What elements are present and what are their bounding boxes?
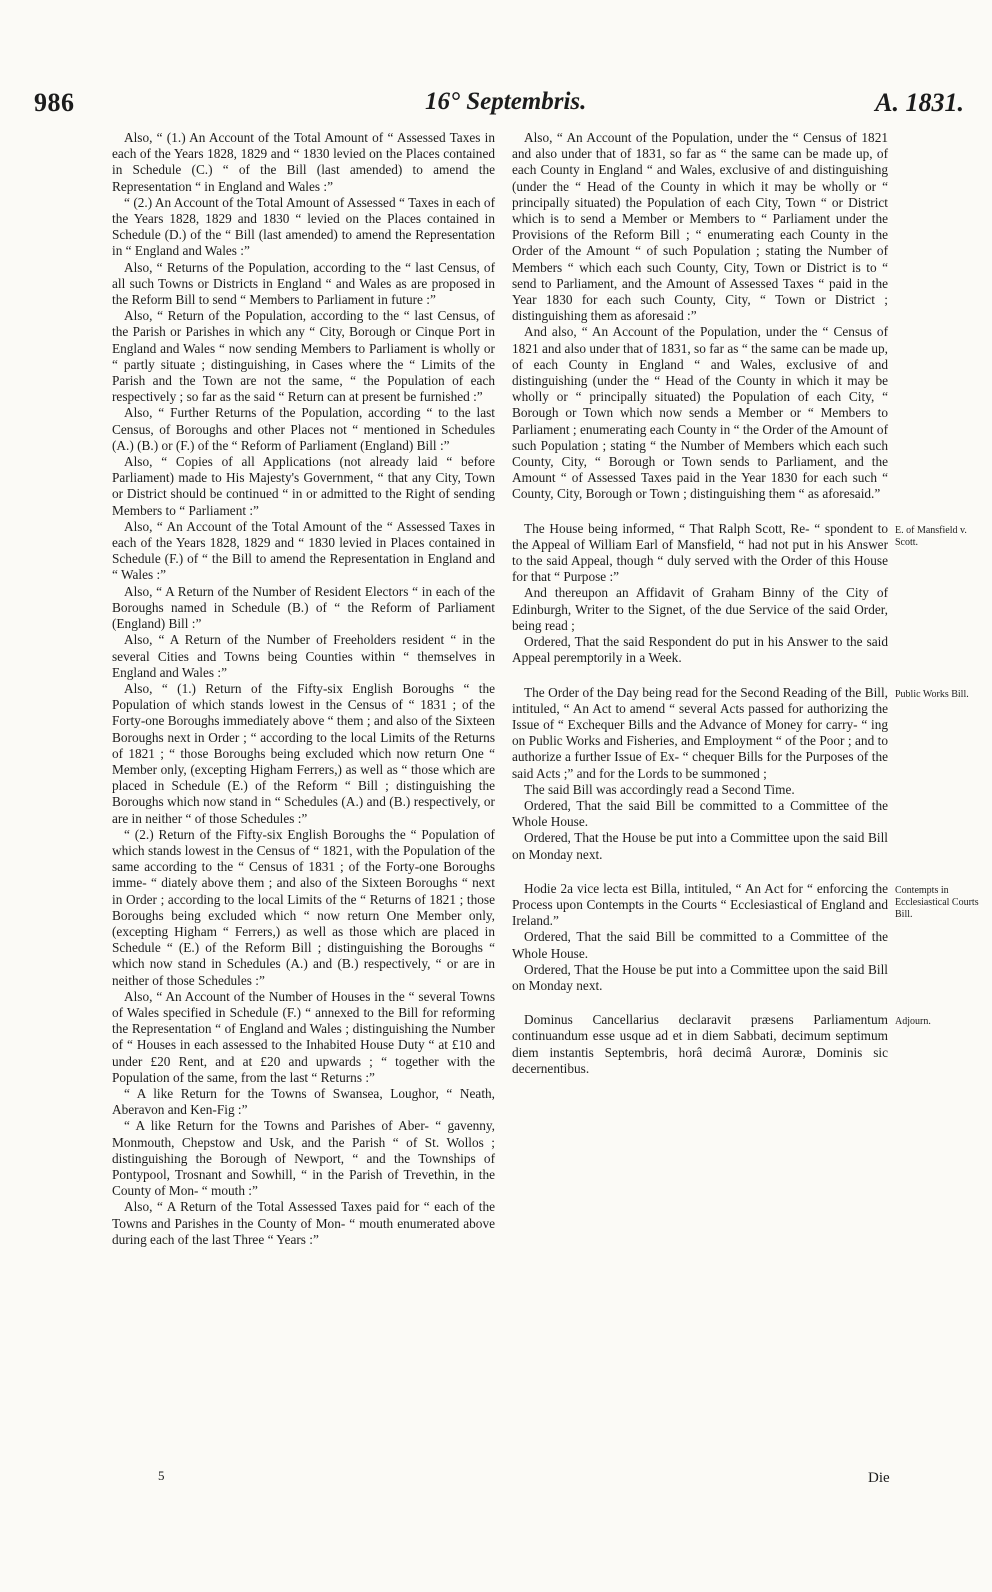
margin-note-contempts: Contempts in Ecclesiastical Courts Bill. — [895, 885, 979, 920]
page-year: A. 1831. — [875, 88, 964, 117]
paragraph: “ A like Return for the Towns of Swansea, Loughor, “ Neath, Aberavon and Ken-Fig :” — [112, 1085, 495, 1118]
paragraph: Also, “ Return of the Population, according to the “ last Census, of the Parish or Parishes in which any “ City, Borough or Cinque Port in England and Wales “ now sending Members to Parliament is wholly or “ partly situate ; distinguishing, in Cases where the “ Limits of the Parish and the Town are not the same, “ the Population of each respectively ; so far as the said “ Return can at present be furnished :” — [112, 308, 495, 405]
catchword: Die — [868, 1470, 890, 1486]
public-works-entry: The Order of the Day being read for the Second Reading of the Bill, intituled, “ An Act to amend “ several Acts passed for authorizing the Issue of “ Exchequer Bills and the Advance of Money for carry- “ ing on Public Works and Fisheries, and Employment “ of the Poor ; and to authorize a further Issue of Ex- “ chequer Bills for the Purposes of the said Acts ;” and for the Lords to be summoned ; — [512, 684, 888, 781]
paragraph: And thereupon an Affidavit of Graham Binny of the City of Edinburgh, Writer to the Signet, of the due Service of the said Order, being read ; — [512, 585, 888, 633]
paragraph: Also, “ An Account of the Total Amount of the “ Assessed Taxes in each of the Years 1828, 1829 and “ 1830 levied in Places contained in Schedule (F.) of “ the Bill to amend the Representation in England and “ Wales :” — [112, 518, 495, 583]
paragraph: Also, “ Copies of all Applications (not already laid “ before Parliament) made to His Majesty's Government, “ that any City, Town or District should be continued “ in or admitted to the Right of sending Members to “ Parliament :” — [112, 454, 495, 518]
margin-note-adjourn: Adjourn. — [895, 1016, 931, 1027]
adjournment-entry: Dominus Cancellarius declaravit præsens Parliamentum continuandum esse usque ad et in diem Sabbati, decimum septimum diem instantis Septembris, horâ decimâ Auroræ, Dominis sic decernentibus. — [512, 1012, 888, 1076]
contempts-entry: Hodie 2a vice lecta est Billa, intituled, “ An Act for “ enforcing the Process upon Contempts in the Courts “ Ecclesiastical of England and Ireland.” — [512, 880, 888, 929]
left-column — [112, 130, 495, 1248]
paragraph: The said Bill was accordingly read a Second Time. — [524, 781, 795, 797]
paragraph: Also, “ A Return of the Total Assessed Taxes paid for “ each of the Towns and Parishes in the County of Mon- “ mouth enumerated above during each of the last Three “ Years :” — [112, 1199, 495, 1247]
margin-note-mansfield: E. of Mansfield v. Scott. — [895, 525, 967, 548]
paragraph: Ordered, That the House be put into a Committee upon the said Bill on Monday next. — [512, 961, 888, 993]
paragraph: Also, “ (1.) Return of the Fifty-six English Boroughs “ the Population of which stands lowest in the Census of “ 1831 ; of the Forty-one Boroughs immediately above “ them ; and also of the Sixteen Boroughs next in Order ; “ according to the local Limits of the Returns of 1821 ; “ those Boroughs being excluded which now return One “ Member only, (excepting Higham Ferrers,) as well as “ those which are placed in Schedule (E.) of the Reform “ Bill ; distinguishing the Boroughs which now stand in “ Schedules (A.) and (B.) respectively, or are in neither “ of those Schedules :” — [112, 680, 495, 826]
paragraph: Ordered, That the said Bill be committed to a Committee of the Whole House. — [512, 797, 888, 830]
paragraph: And also, “ An Account of the Population, under the “ Census of 1821 and also under that of 1831, so far as “ the same can be made up, of each County in England “ and Wales, exclusive of and distinguishing (under the “ Head of the County in which it may be wholly or “ principally situated) the Population of each City, “ Borough or Town which now sends a Member or “ Members to Parliament ; enumerating each County in “ the Order of the Amount of such Population ; stating “ the Number of Members which each such County, City, “ Borough or Town sends to Parliament, and the Amount “ of Assessed Taxes paid in the Year 1830 for each such “ County, City, Borough or Town ; distinguishing them “ as aforesaid.” — [512, 324, 888, 502]
paragraph: Also, “ An Account of the Number of Houses in the “ several Towns of Wales specified in Schedule (F.) “ annexed to the Bill for reforming the Representation “ of England and Wales ; distinguishing the Number of “ Houses in each assessed to the Inhabited House Duty “ at £10 and under £20 Rent, and at £20 and upwards ; “ together with the Population of the same, from the last “ Returns :” — [112, 988, 495, 1085]
paragraph: Also, “ An Account of the Population, under the “ Census of 1821 and also under that of 1831, so far as “ the same can be made up, of each County in England “ and Wales, exclusive of and distinguishing (under the “ Head of the County in which it may be wholly or “ principally situated) the Population of each City, Town “ or District which is to send a Member or Members to “ Parliament under the Provisions of the Reform Bill ; “ enumerating each County in the Order of the Amount “ of such Population ; stating the Number of Members “ which each such County, City, Town or District is to “ send to Parliament, and the Amount of Assessed Taxes “ paid in the Year 1830 for each such County, City, “ Town or District ; distinguishing them as aforesaid :” — [512, 130, 888, 324]
paragraph: Also, “ A Return of the Number of Freeholders resident “ in the several Cities and Towns being Counties within “ themselves in England and Wales :” — [112, 632, 495, 680]
page-number: 986 — [34, 88, 75, 117]
page-date-title: 16° Septembris. — [425, 88, 587, 115]
paragraph: Also, “ (1.) An Account of the Total Amount of “ Assessed Taxes in each of the Years 1828, 1829 and “ 1830 levied on the Places contained in Schedule (C.) “ of the Bill (last amended) to amend the Representation “ in England and Wales :” — [112, 130, 495, 194]
paragraph: Ordered, That the House be put into a Committee upon the said Bill on Monday next. — [512, 830, 888, 862]
paragraph: “ (2.) Return of the Fifty-six English Boroughs the “ Population of which stands lowest in the Census of “ 1821, with the Population of the same according to the “ Census of 1831 ; of the Forty-one Boroughs imme- “ diately above them ; and also of the Sixteen Boroughs “ next in Order ; according to the local Limits of the “ Returns of 1821 ; those Boroughs being excluded which “ now return One Member only, (excepting Higham “ Ferrers,) as well as those which are placed in Schedule “ (E.) of the Reform Bill ; distinguishing the Boroughs “ which now stand in Schedules (A.) and (B.) respectively, “ or are in neither of those Schedules :” — [112, 826, 495, 988]
right-column — [512, 130, 888, 1077]
paragraph: Ordered, That the said Bill be committed to a Committee of the Whole House. — [512, 929, 888, 961]
margin-note-public-works: Public Works Bill. — [895, 689, 969, 700]
paragraph: Also, “ Returns of the Population, according to the “ last Census, of all such Towns or Districts in England “ and Wales as are proposed in the Reform Bill to send “ Members to Parliament in future :” — [112, 259, 495, 308]
paragraph: “ A like Return for the Towns and Parishes of Aber- “ gavenny, Monmouth, Chepstow and Usk, and the Parish “ of St. Wollos ; distinguishing the Borough of Newport, “ and the Townships of Pontypool, Trosnant and Sowhill, “ in the Parish of Trevethin, in the County of Mon- “ mouth :” — [112, 1118, 495, 1199]
mansfield-entry: The House being informed, “ That Ralph Scott, Re- “ spondent to the Appeal of William Earl of Mansfield, “ had not put in his Answer to the said Appeal, though “ duly served with the Order of this House for that “ Purpose :” — [512, 520, 888, 585]
paragraph: Also, “ A Return of the Number of Resident Electors “ in each of the Boroughs named in Schedule (B.) of “ the Reform of Parliament (England) Bill :” — [112, 583, 495, 632]
paragraph: “ (2.) An Account of the Total Amount of Assessed “ Taxes in each of the Years 1828, 1829 and 1830 “ levied on the Places contained in Schedule (D.) of the “ Bill (last amended) to amend the Representation in “ England and Wales :” — [112, 194, 495, 259]
signature-mark: 5 — [158, 1468, 165, 1483]
paragraph: Ordered, That the said Respondent do put in his Answer to the said Appeal peremptorily in a Week. — [512, 634, 888, 666]
paragraph: Also, “ Further Returns of the Population, according “ to the last Census, of Boroughs and other Places not “ mentioned in Schedules (A.) (B.) or (F.) of the “ Reform of Parliament (England) Bill :” — [112, 405, 495, 453]
